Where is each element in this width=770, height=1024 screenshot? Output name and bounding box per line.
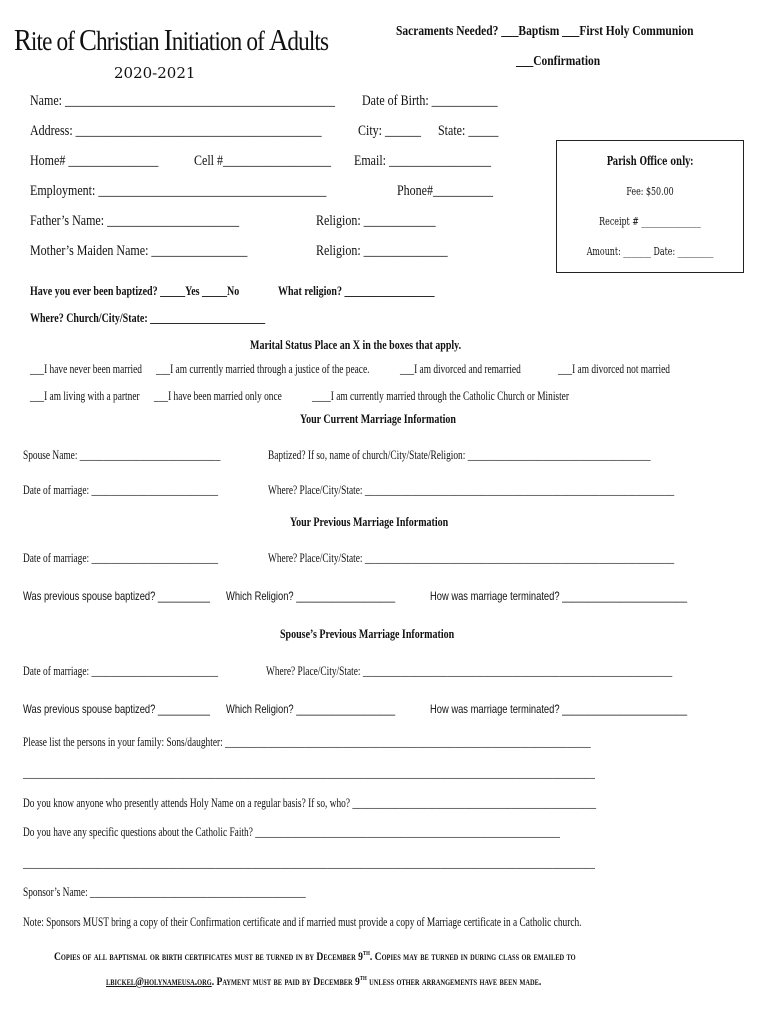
footer-certificates-notice [54,948,576,964]
family-members-line[interactable]: __________________________________________________________________________________________________________________________ [23,766,595,780]
footer-payment-notice [106,973,541,989]
spouse-previous-marriage-date-field[interactable]: Date of marriage: ___________________________ [23,664,219,678]
current-marriage-place-field[interactable]: Where? Place/City/State: __________________________________________________________________ [268,483,675,497]
state-field[interactable]: State: _____ [438,123,499,139]
previous-spouse-baptized-field[interactable]: Was previous spouse baptized? __________ [23,589,210,603]
dob-field[interactable]: Date of Birth: ___________ [362,93,498,109]
spouse-name-field[interactable]: Spouse Name: ______________________________ [23,448,221,462]
previous-marriage-header: Your Previous Marriage Information [290,515,449,529]
office-amount-date-field[interactable]: Amount: _______ Date: _________ [586,245,714,258]
previous-marriage-terminated-field[interactable]: How was marriage terminated? ________________________ [430,589,688,603]
holy-name-attendee-field[interactable]: Do you know anyone who presently attends Holy Name on a regular basis? If so, who? ____________________________________________________ [23,796,597,810]
marital-option-living-with-partner[interactable]: ___I am living with a partner [30,389,140,403]
baptized-question[interactable]: Have you ever been baptized? _____Yes _____No [30,284,240,298]
city-field[interactable]: City: ______ [358,123,422,139]
marital-option-catholic-church[interactable]: ____I am currently married through the Catholic Church or Minister [312,389,569,403]
sacraments-needed: Sacraments Needed? ___Baptism ___First Holy Communion [396,24,694,39]
sacraments-confirmation: ___Confirmation [516,54,601,69]
baptized-where-field[interactable]: Where? Church/City/State: _______________________ [30,311,266,325]
work-phone-field[interactable]: Phone#__________ [397,183,493,199]
previous-marriage-place-field[interactable]: Where? Place/City/State: __________________________________________________________________ [268,551,675,565]
parish-office-box [556,140,744,273]
marital-option-never-married[interactable]: ___I have never been married [30,362,142,376]
current-marriage-date-field[interactable]: Date of marriage: ___________________________ [23,483,219,497]
cell-phone-field[interactable]: Cell #__________________ [194,153,331,169]
employment-field[interactable]: Employment: ______________________________________ [30,183,327,199]
father-religion-field[interactable]: Religion: ____________ [316,213,436,229]
previous-spouse-religion-field[interactable]: Which Religion? ___________________ [226,589,396,603]
school-year: 2020-2021 [114,64,196,82]
spouse-baptized-field[interactable]: Baptized? If so, name of church/City/State/Religion: _______________________________________ [268,448,651,462]
sponsor-name-field[interactable]: Sponsor’s Name: ______________________________________________ [23,885,306,899]
spouse-previous-marriage-header: Spouse’s Previous Marriage Information [280,627,455,641]
email-field[interactable]: Email: _________________ [354,153,491,169]
marital-option-justice-of-peace[interactable]: ___I am currently married through a justice of the peace. [156,362,370,376]
form-title: Rite of Christian Initiation of Adults [14,22,329,57]
footer-sup2: th [359,973,367,982]
catholic-faith-questions-line[interactable]: __________________________________________________________________________________________________________________________ [23,856,595,870]
marital-option-divorced-not-married[interactable]: ___I am divorced not married [558,362,670,376]
office-receipt-field[interactable]: Receipt # _______________ [599,215,701,228]
current-marriage-header: Your Current Marriage Information [300,412,456,426]
father-name-field[interactable]: Father’s Name: ______________________ [30,213,240,229]
spouse-previous-religion-field[interactable]: Which Religion? ___________________ [226,702,396,716]
home-phone-field[interactable]: Home# _______________ [30,153,159,169]
previous-marriage-date-field[interactable]: Date of marriage: ___________________________ [23,551,219,565]
mother-religion-field[interactable]: Religion: ______________ [316,243,448,259]
spouse-previous-terminated-field[interactable]: How was marriage terminated? ________________________ [430,702,688,716]
mother-maiden-name-field[interactable]: Mother’s Maiden Name: ________________ [30,243,248,259]
address-field[interactable]: Address: _________________________________________ [30,123,322,139]
spouse-previous-spouse-baptized-field[interactable]: Was previous spouse baptized? __________ [23,702,210,716]
footer-sup1: th [362,948,370,957]
footer-line1: Copies of all baptismal or birth certificates must be turned in by December 9 [54,949,363,963]
contact-email-link[interactable]: lbickel@holynameusa.org [106,974,212,988]
office-box-title: Parish Office only: [606,154,694,168]
catholic-faith-questions-field[interactable]: Do you have any specific questions about the Catholic Faith? _________________________________________________________________ [23,825,560,839]
marital-status-header: Marital Status Place an X in the boxes that apply. [250,338,462,352]
footer-line1b: . Copies may be turned in during class or emailed to [369,949,576,963]
sponsor-note: Note: Sponsors MUST bring a copy of their Confirmation certificate and if married must provide a copy of Marriage certificate in a Catholic church. [23,915,582,929]
footer-line2: . Payment must be paid by December 9 [211,974,360,988]
spouse-previous-marriage-place-field[interactable]: Where? Place/City/State: __________________________________________________________________ [266,664,673,678]
family-members-field[interactable]: Please list the persons in your family: Sons/daughter: ______________________________________________________________________________ [23,735,591,749]
baptized-religion-field[interactable]: What religion? __________________ [278,284,435,298]
marital-option-divorced-remarried[interactable]: ___I am divorced and remarried [400,362,521,376]
footer-line2b: unless other arrangements have been made. [366,974,542,988]
name-field[interactable]: Name: _____________________________________________ [30,93,335,109]
marital-option-married-once[interactable]: ___I have been married only once [154,389,282,403]
office-fee: Fee: $50.00 [626,185,674,198]
